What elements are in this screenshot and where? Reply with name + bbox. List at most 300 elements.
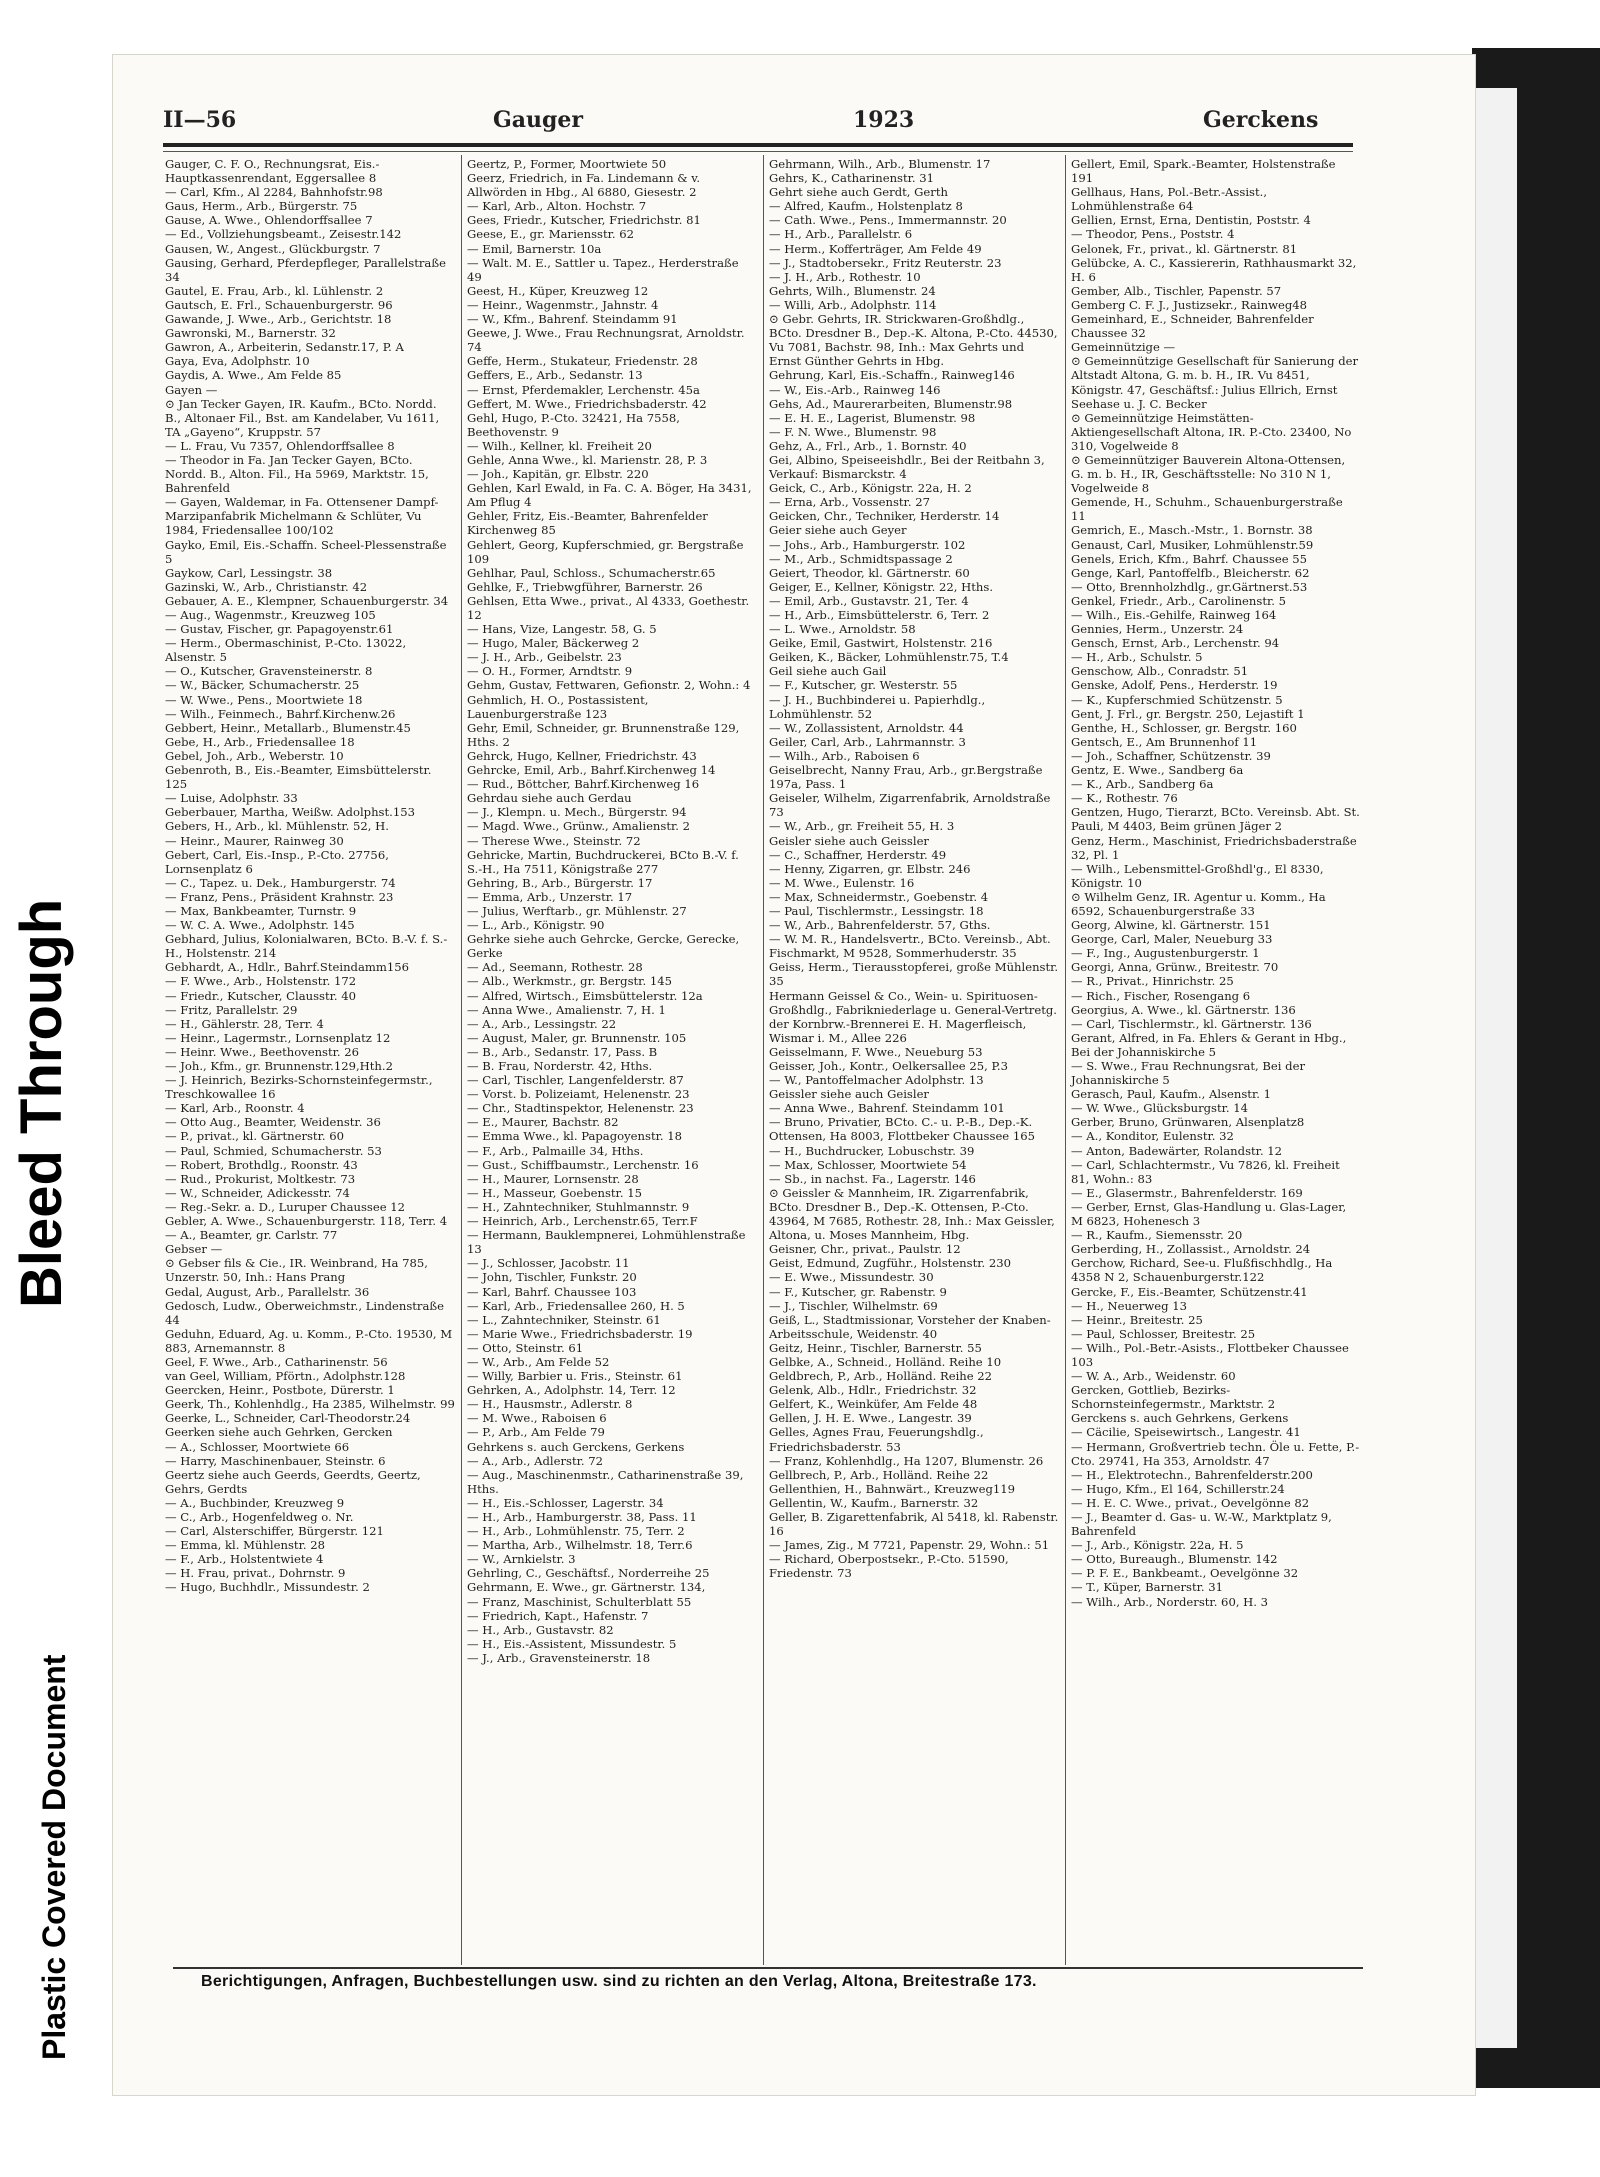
directory-entry: Gebel, Joh., Arb., Weberstr. 10 (165, 748, 344, 763)
directory-entry: Gemeinnützige — (1071, 340, 1176, 355)
directory-entry: Gember, Alb., Tischler, Papenstr. 57 (1071, 283, 1282, 298)
directory-entry: — H., Gählerstr. 28, Terr. 4 (165, 1016, 324, 1031)
directory-entry: Gehrmann, E. Wwe., gr. Gärtnerstr. 134, (467, 1580, 706, 1595)
directory-entry: Geberbauer, Martha, Weißw. Adolphst.153 (165, 805, 415, 820)
directory-entry: — L., Arb., Königstr. 90 (467, 918, 605, 933)
directory-entry: — Carl, Tischlermstr., kl. Gärtnerstr. 136 (1071, 1016, 1312, 1031)
directory-entry: — Wilh., Lebensmittel-Großhdl'g., El 8330, Königstr. 10 (1071, 861, 1328, 890)
directory-entry: Gehlke, F., Triebwgführer, Barnerstr. 26 (467, 579, 703, 594)
directory-entry: — R., Privat., Hinrichstr. 25 (1071, 974, 1234, 989)
directory-entry: — James, Zig., M 7721, Papenstr. 29, Wohn.: 51 (769, 1538, 1050, 1553)
page-number: II—56 (163, 107, 237, 133)
directory-entry: Gehs, Ad., Maurerarbeiten, Blumenstr.98 (769, 396, 1013, 411)
directory-entry: Gehle, Anna Wwe., kl. Marienstr. 28, P. 3 (467, 452, 708, 467)
directory-entry: — Therese Wwe., Steinstr. 72 (467, 833, 641, 848)
directory-entry: Gehrt siehe auch Gerdt, Gerth (769, 185, 948, 200)
directory-entry: Gentsch, E., Am Brunnenhof 11 (1071, 734, 1258, 749)
directory-entry: — J., Tischler, Wilhelmstr. 69 (769, 1298, 938, 1313)
directory-entry: — Wilh., Arb., Norderstr. 60, H. 3 (1071, 1594, 1269, 1609)
directory-entry: Gebler, A. Wwe., Schauenburgerstr. 118, Terr. 4 (165, 1214, 448, 1229)
directory-entry: — E. H. E., Lagerist, Blumenstr. 98 (769, 410, 976, 425)
directory-entry: Gedal, August, Arb., Parallelstr. 36 (165, 1284, 370, 1299)
directory-entry: — R., Kaufm., Siemensstr. 20 (1071, 1228, 1243, 1243)
directory-entry: — H., Masseur, Goebenstr. 15 (467, 1185, 642, 1200)
directory-entry: — Rud., Prokurist, Moltkestr. 73 (165, 1171, 356, 1186)
directory-entry: Gehrdau siehe auch Gerdau (467, 791, 632, 806)
directory-entry: Gellien, Ernst, Erna, Dentistin, Poststr. 4 (1071, 213, 1311, 228)
directory-entry: — Harry, Maschinenbauer, Steinstr. 6 (165, 1453, 386, 1468)
directory-entry: — F., Ing., Augustenburgerstr. 1 (1071, 946, 1260, 961)
directory-entry: Gauger, C. F. O., Rechnungsrat, Eis.-Hauptkassenrendant, Eggersallee 8 (165, 157, 380, 186)
directory-entry: — Emil, Barnerstr. 10a (467, 241, 602, 256)
directory-entry: — O. H., Former, Arndtstr. 9 (467, 664, 633, 679)
directory-entry: Geiss, Herm., Tierausstopferei, große Mühlenstr. 35 (769, 960, 1062, 989)
directory-entry: — Otto, Steinstr. 61 (467, 1340, 584, 1355)
directory-entry: Gellen, J. H. E. Wwe., Langestr. 39 (769, 1411, 972, 1426)
directory-entry: — H. E. C. Wwe., privat., Oevelgönne 82 (1071, 1495, 1310, 1510)
directory-entry: Genaust, Carl, Musiker, Lohmühlenstr.59 (1071, 537, 1314, 552)
page-footer: Berichtigungen, Anfragen, Buchbestellungen usw. sind zu richten an den Verlag, Altona, Breitestraße 173. (201, 1973, 1037, 1990)
directory-entry: — Otto Aug., Beamter, Weidenstr. 36 (165, 1115, 381, 1130)
directory-entry: — Julius, Werftarb., gr. Mühlenstr. 27 (467, 903, 687, 918)
directory-entry: Gehricke, Martin, Buchdruckerei, BCto B.-V. f. S.-H., Ha 7511, Königstraße 277 (467, 847, 743, 876)
directory-entry: Gent, J. Frl., gr. Bergstr. 250, Lejastift 1 (1071, 706, 1305, 721)
directory-entry: Gayen — (165, 382, 218, 397)
directory-entry: — H., Eis.-Assistent, Missundestr. 5 (467, 1636, 677, 1651)
directory-entry: — H., Arb., Gustavstr. 82 (467, 1622, 614, 1637)
directory-entry: Geiger, E., Kellner, Königstr. 22, Hths. (769, 579, 994, 594)
directory-entry: — B., Arb., Sedanstr. 17, Pass. B (467, 1044, 658, 1059)
directory-entry: — W. Wwe., Glücksburgstr. 14 (1071, 1101, 1249, 1116)
directory-entry: Gebbert, Heinr., Metallarb., Blumenstr.45 (165, 720, 411, 735)
directory-entry: — F., Arb., Holstentwiete 4 (165, 1552, 324, 1567)
directory-entry: Gehrling, C., Geschäftsf., Norderreihe 25 (467, 1566, 710, 1581)
directory-entry: — Robert, Brothdlg., Roonstr. 43 (165, 1157, 358, 1172)
directory-entry: Genske, Adolf, Pens., Herderstr. 19 (1071, 678, 1278, 693)
directory-entry: — J., Stadtobersekr., Fritz Reuterstr. 23 (769, 255, 1002, 270)
directory-entry: — Heinr., Breitestr. 25 (1071, 1312, 1203, 1327)
directory-entry: — Carl, Schlachtermstr., Vu 7826, kl. Freiheit 81, Wohn.: 83 (1071, 1157, 1344, 1186)
directory-entry: — P. F. E., Bankbeamt., Oevelgönne 32 (1071, 1566, 1299, 1581)
directory-entry: — A., Beamter, gr. Carlstr. 77 (165, 1228, 338, 1243)
directory-entry: — Johs., Arb., Hamburgerstr. 102 (769, 537, 966, 552)
directory-entry: — Wilh., Pol.-Betr.-Asists., Flottbeker Chaussee 103 (1071, 1340, 1353, 1369)
directory-entry: Gehmlich, H. O., Postassistent, Lauenburgerstraße 123 (467, 692, 653, 721)
directory-entry: — Paul, Tischlermstr., Lessingstr. 18 (769, 903, 984, 918)
directory-entry: Geerke, L., Schneider, Carl-Theodorstr.24 (165, 1411, 411, 1426)
directory-entry: Geewe, J. Wwe., Frau Rechnungsrat, Arnoldstr. 74 (467, 326, 749, 355)
directory-entry: — Henny, Zigarren, gr. Elbstr. 246 (769, 861, 971, 876)
directory-entry: — Wilh., Kellner, kl. Freiheit 20 (467, 438, 652, 453)
directory-entry: — Herm., Kofferträger, Am Felde 49 (769, 241, 982, 256)
directory-entry: — W., Arb., Am Felde 52 (467, 1354, 610, 1369)
directory-entry: Gebhardt, A., Hdlr., Bahrf.Steindamm156 (165, 960, 409, 975)
directory-entry: — H. Frau, privat., Dohrnstr. 9 (165, 1566, 346, 1581)
directory-entry: — W., Pantoffelmacher Adolphstr. 13 (769, 1073, 984, 1088)
directory-entry: — Hermann, Großvertrieb techn. Öle u. Fette, P.-Cto. 29741, Ha 353, Arnoldstr. 47 (1071, 1439, 1360, 1468)
directory-entry: — M. Wwe., Raboisen 6 (467, 1411, 607, 1426)
directory-entry: — Carl, Alsterschiffer, Bürgerstr. 121 (165, 1524, 384, 1539)
directory-entry: Gausen, W., Angest., Glückburgstr. 7 (165, 241, 381, 256)
directory-entry: Gebers, H., Arb., kl. Mühlenstr. 52, H. (165, 819, 389, 834)
directory-entry: Geertz siehe auch Geerds, Geerdts, Geertz, Gehrs, Gerdts (165, 1467, 425, 1496)
directory-entry: — Franz, Kohlenhdlg., Ha 1207, Blumenstr. 26 (769, 1453, 1044, 1468)
directory-entry: Geick, C., Arb., Königstr. 22a, H. 2 (769, 481, 972, 496)
directory-entry: — A., Schlosser, Moortwiete 66 (165, 1439, 350, 1454)
directory-entry: Gelübcke, A. C., Kassiererin, Rathhausmarkt 32, H. 6 (1071, 255, 1361, 284)
directory-entry: Gautsch, E. Frl., Schauenburgerstr. 96 (165, 297, 393, 312)
directory-entry: Gaydis, A. Wwe., Am Felde 85 (165, 368, 342, 383)
directory-entry: — Emma, kl. Mühlenstr. 28 (165, 1538, 325, 1553)
directory-entry: — Wilh., Arb., Raboisen 6 (769, 748, 920, 763)
plastic-covered-stamp: Plastic Covered Document (36, 1654, 72, 2060)
column-divider (763, 155, 764, 1965)
directory-entry: — W., Arb., gr. Freiheit 55, H. 3 (769, 819, 955, 834)
directory-entry: Geil siehe auch Gail (769, 664, 887, 679)
directory-entry: Geel, F. Wwe., Arb., Catharinenstr. 56 (165, 1354, 388, 1369)
directory-entry: Georgius, A. Wwe., kl. Gärtnerstr. 136 (1071, 1002, 1296, 1017)
directory-entry: — Joh., Schaffner, Schützenstr. 39 (1071, 748, 1271, 763)
directory-entry: Gehrs, K., Catharinenstr. 31 (769, 171, 935, 186)
directory-entry: Geest, H., Küper, Kreuzweg 12 (467, 283, 649, 298)
directory-entry: — H., Buchdrucker, Lobuschstr. 39 (769, 1143, 975, 1158)
directory-entry: — Gustav, Fischer, gr. Papagoyenstr.61 (165, 622, 394, 637)
directory-entry: — F. Wwe., Arb., Holstenstr. 172 (165, 974, 357, 989)
directory-entry: — H., Eis.-Schlosser, Lagerstr. 34 (467, 1495, 664, 1510)
directory-entry: — A., Buchbinder, Kreuzweg 9 (165, 1495, 345, 1510)
directory-entry: Genge, Karl, Pantoffelfb., Bleicherstr. 62 (1071, 565, 1310, 580)
directory-entry: — S. Wwe., Frau Rechnungsrat, Bei der Johanniskirche 5 (1071, 1059, 1309, 1088)
directory-entry: — F., Kutscher, gr. Rabenstr. 9 (769, 1284, 947, 1299)
directory-entry: — Joh., Kfm., gr. Brunnenstr.129,Hth.2 (165, 1059, 393, 1073)
directory-entry: — E., Maurer, Bachstr. 82 (467, 1115, 619, 1130)
directory-entry: — W., Arb., Bahrenfelderstr. 57, Gths. (769, 918, 991, 933)
directory-entry: Geldbrech, P., Arb., Holländ. Reihe 22 (769, 1369, 993, 1384)
directory-entry: — C., Schaffner, Herderstr. 49 (769, 847, 947, 862)
directory-entry: — Luise, Adolphstr. 33 (165, 791, 298, 806)
directory-entry: — W. A., Arb., Weidenstr. 60 (1071, 1369, 1236, 1384)
directory-entry: — J., Klempn. u. Mech., Bürgerstr. 94 (467, 805, 687, 820)
directory-entry: — H., Arb., Eimsbüttelerstr. 6, Terr. 2 (769, 608, 990, 622)
directory-entry: — E., Glasermstr., Bahrenfelderstr. 169 (1071, 1185, 1303, 1200)
directory-entry: ⊙ Gemeinnützige Heimstätten-Aktiengesellschaft Altona, IR. P.-Cto. 23400, No 310, Vogelweide 8 (1071, 410, 1356, 453)
directory-entry: — H., Elektrotechn., Bahrenfelderstr.200 (1071, 1467, 1313, 1482)
directory-entry: Genkel, Friedr., Arb., Carolinenstr. 5 (1071, 593, 1286, 608)
directory-entry: Gelenk, Alb., Hdlr., Friedrichstr. 32 (769, 1383, 977, 1398)
directory-entry: ⊙ Geissler & Mannheim, IR. Zigarrenfabrik, BCto. Dresdner B., Dep.-K. Ottensen, P.-Cto. 43964, M 7685, Rothestr. 28, Inh.: Max Geissler, Altona, u. Moses Mannheim, Hbg. (769, 1185, 1059, 1243)
header-left-word: Gauger (493, 107, 584, 133)
directory-entry: — Gayen, Waldemar, in Fa. Ottensener Dampf-Marzipanfabrik Michelmann & Schlüter, Vu 1984, Friedensallee 100/102 (165, 495, 439, 538)
directory-entry: — W. M. R., Handelsvertr., BCto. Vereinsb., Abt. Fischmarkt, M 9528, Sommerhuderstr. 35 (769, 932, 1055, 961)
directory-entry: — Karl, Arb., Alton. Hochstr. 7 (467, 199, 647, 214)
directory-entry: Gehrcke, Emil, Arb., Bahrf.Kirchenweg 14 (467, 763, 716, 778)
directory-entry: Gausing, Gerhard, Pferdepfleger, Parallelstraße 34 (165, 255, 450, 284)
directory-entry: Genz, Herm., Maschinist, Friedrichsbaderstraße 32, Pl. 1 (1071, 833, 1361, 862)
directory-entry: Gerasch, Paul, Kaufm., Alsenstr. 1 (1071, 1087, 1271, 1102)
directory-entry: Geisselmann, F. Wwe., Neueburg 53 (769, 1044, 983, 1059)
directory-entry: Gehler, Fritz, Eis.-Beamter, Bahrenfelder Kirchenweg 85 (467, 509, 712, 538)
directory-entry: — Joh., Kapitän, gr. Elbstr. 220 (467, 467, 649, 482)
directory-entry: ⊙ Jan Tecker Gayen, IR. Kaufm., BCto. Nordd. B., Altonaer Fil., Bst. am Kandelaber, Vu 1611, TA „Gayeno“, Kruppstr. 57 (165, 396, 443, 439)
directory-entry: Gebert, Carl, Eis.-Insp., P.-Cto. 27756, Lornsenplatz 6 (165, 847, 393, 876)
directory-entry: — A., Arb., Lessingstr. 22 (467, 1016, 617, 1031)
directory-entry: — Hans, Vize, Langestr. 58, G. 5 (467, 622, 657, 637)
directory-entry: — Ad., Seemann, Rothestr. 28 (467, 960, 643, 975)
directory-entry: — Willi, Arb., Adolphstr. 114 (769, 297, 937, 312)
directory-entry: Gehrke siehe auch Gehrcke, Gercke, Gerecke, Gerke (467, 932, 743, 961)
directory-entry: — K., Arb., Sandberg 6a (1071, 777, 1214, 792)
directory-entry: — W., Arnkielstr. 3 (467, 1552, 576, 1567)
directory-entry: — Reg.-Sekr. a. D., Luruper Chaussee 12 (165, 1199, 406, 1214)
column-4 (1071, 157, 1364, 1967)
directory-entry: — Paul, Schmied, Schumacherstr. 53 (165, 1143, 382, 1158)
directory-entry: — Franz, Maschinist, Schulterblatt 55 (467, 1594, 692, 1609)
directory-entry: — Emma, Arb., Unzerstr. 17 (467, 889, 633, 904)
directory-entry: — Gerber, Ernst, Glas-Handlung u. Glas-Lager, M 6823, Hohenesch 3 (1071, 1199, 1350, 1229)
directory-entry: Gellenthien, H., Bahnwärt., Kreuzweg119 (769, 1481, 1015, 1496)
directory-entry: — H., Arb., Hamburgerstr. 38, Pass. 11 (467, 1510, 697, 1524)
directory-entry: Gerant, Alfred, in Fa. Ehlers & Gerant in Hbg., Bei der Johanniskirche 5 (1071, 1030, 1350, 1059)
directory-entry: — Erna, Arb., Vossenstr. 27 (769, 495, 930, 510)
directory-entry: — Chr., Stadtinspektor, Helenenstr. 23 (467, 1101, 694, 1116)
directory-entry: Gehrts, Wilh., Blumenstr. 24 (769, 283, 936, 298)
directory-entry: Gelbke, A., Schneid., Holländ. Reihe 10 (769, 1354, 1002, 1369)
directory-entry: Gaykow, Carl, Lessingstr. 38 (165, 565, 333, 580)
directory-entry: Gellbrech, P., Arb., Holländ. Reihe 22 (769, 1467, 989, 1482)
directory-entry: — Friedrich, Kapt., Hafenstr. 7 (467, 1608, 649, 1623)
directory-entry: — Heinr., Wagenmstr., Jahnstr. 4 (467, 297, 659, 312)
directory-entry: — P., Arb., Am Felde 79 (467, 1425, 605, 1440)
directory-entry: Geerz, Friedrich, in Fa. Lindemann & v. Allwörden in Hbg., Al 6880, Giesestr. 2 (467, 171, 704, 200)
directory-entry: — H., Maurer, Lornsenstr. 28 (467, 1171, 639, 1186)
column-divider (461, 155, 462, 1965)
directory-entry: — J. H., Arb., Geibelstr. 23 (467, 650, 622, 665)
directory-entry: — W., Kfm., Bahrenf. Steindamm 91 (467, 312, 678, 327)
directory-entry: — Paul, Schlosser, Breitestr. 25 (1071, 1326, 1256, 1341)
directory-entry: — Anna Wwe., Bahrenf. Steindamm 101 (769, 1101, 1005, 1116)
directory-entry: Geffe, Herm., Stukateur, Friedenstr. 28 (467, 354, 698, 369)
footer-rule (173, 1967, 1363, 1969)
directory-entry: Gellert, Emil, Spark.-Beamter, Holstenstraße 191 (1071, 157, 1340, 186)
directory-entry: Gebenroth, B., Eis.-Beamter, Eimsbüttelerstr. 125 (165, 763, 436, 792)
directory-entry: — H., Hausmstr., Adlerstr. 8 (467, 1397, 633, 1412)
directory-entry: — Friedr., Kutscher, Clausstr. 40 (165, 988, 357, 1003)
directory-entry: — Otto, Brennholzhdlg., gr.Gärtnerst.53 (1071, 579, 1308, 594)
directory-entry: Gawande, J. Wwe., Arb., Gerichtstr. 18 (165, 312, 392, 327)
directory-entry: — Emma Wwe., kl. Papagoyenstr. 18 (467, 1129, 682, 1144)
directory-entry: Gensch, Ernst, Arb., Lerchenstr. 94 (1071, 636, 1280, 651)
directory-entry: Gennies, Herm., Unzerstr. 24 (1071, 622, 1244, 637)
directory-entry: Gehlert, Georg, Kupferschmied, gr. Bergstraße 109 (467, 537, 748, 566)
directory-entry: Geicken, Chr., Techniker, Herderstr. 14 (769, 509, 1000, 524)
directory-entry: — F., Arb., Palmaille 34, Hths. (467, 1143, 644, 1158)
directory-entry: van Geel, William, Pförtn., Adolphstr.128 (165, 1369, 406, 1384)
directory-entry: Gebe, H., Arb., Friedensallee 18 (165, 734, 355, 749)
directory-entry: Gehlsen, Etta Wwe., privat., Al 4333, Goethestr. 12 (467, 593, 753, 622)
directory-entry: Geerk, Th., Kohlenhdlg., Ha 2385, Wilhelmstr. 99 (165, 1397, 455, 1412)
directory-entry: Geiert, Theodor, kl. Gärtnerstr. 60 (769, 565, 970, 580)
directory-entry: Gause, A. Wwe., Ohlendorffsallee 7 (165, 213, 373, 228)
directory-entry: — Wilh., Feinmech., Bahrf.Kirchenw.26 (165, 706, 396, 721)
column-1 (165, 157, 455, 1967)
column-divider (1065, 155, 1066, 1965)
directory-entry: — Karl, Arb., Friedensallee 260, H. 5 (467, 1298, 685, 1313)
directory-entry: Geike, Emil, Gastwirt, Holstenstr. 216 (769, 636, 993, 651)
directory-entry: — Karl, Bahrf. Chaussee 103 (467, 1284, 637, 1299)
directory-entry: Gemeinhard, E., Schneider, Bahrenfelder Chaussee 32 (1071, 312, 1318, 341)
directory-entry: — Aug., Maschinenmstr., Catharinenstraße 39, Hths. (467, 1467, 748, 1496)
directory-entry: — W. Wwe., Pens., Moortwiete 18 (165, 692, 363, 707)
directory-entry: — J., Schlosser, Jacobstr. 11 (467, 1256, 630, 1271)
directory-entry: Gaus, Herm., Arb., Bürgerstr. 75 (165, 199, 358, 214)
directory-entry: — John, Tischler, Funkstr. 20 (467, 1270, 637, 1285)
directory-entry: Gehz, A., Frl., Arb., 1. Bornstr. 40 (769, 438, 967, 453)
directory-entry: — Carl, Tischler, Langenfelderstr. 87 (467, 1073, 684, 1088)
directory-entry: Gebauer, A. E., Klempner, Schauenburgerstr. 34 (165, 593, 449, 608)
directory-page (112, 54, 1476, 2096)
directory-entry: Geffert, M. Wwe., Friedrichsbaderstr. 42 (467, 396, 707, 411)
directory-entry: Gerchow, Richard, See-u. Flußfischhdlg., Ha 4358 N 2, Schauenburgerstr.122 (1071, 1256, 1336, 1285)
directory-entry: Georgi, Anna, Grünw., Breitestr. 70 (1071, 960, 1279, 975)
directory-entry: — Alfred, Wirtsch., Eimsbüttelerstr. 12a (467, 988, 703, 1003)
directory-entry: Gehlen, Karl Ewald, in Fa. C. A. Böger, Ha 3431, Am Pflug 4 (467, 481, 756, 510)
directory-entry: — H., Neuerweg 13 (1071, 1298, 1187, 1313)
directory-entry: Gei, Albino, Speiseeishdlr., Bei der Reitbahn 3, Verkauf: Bismarckstr. 4 (769, 452, 1049, 482)
directory-entry: Gebhard, Julius, Kolonialwaren, BCto. B.-V. f. S.-H., Holstenstr. 214 (165, 932, 448, 961)
directory-entry: — J., Arb., Gravensteinerstr. 18 (467, 1650, 651, 1665)
directory-entry: Gerber, Bruno, Grünwaren, Alsenplatz8 (1071, 1115, 1305, 1130)
directory-entry: Gehrung, Karl, Eis.-Schaffn., Rainweg146 (769, 368, 1015, 383)
directory-entry: Gentzen, Hugo, Tierarzt, BCto. Vereinsb. Abt. St. Pauli, M 4403, Beim grünen Jäger 2 (1071, 805, 1364, 834)
directory-entry: — Cath. Wwe., Pens., Immermannstr. 20 (769, 213, 1007, 228)
directory-entry: — M. Wwe., Eulenstr. 16 (769, 875, 915, 890)
directory-entry: Gawronski, M., Barnerstr. 32 (165, 326, 336, 341)
directory-entry: ⊙ Gemeinnütziger Bauverein Altona-Ottensen, G. m. b. H., IR, Geschäftsstelle: No 310 N 1, Vogelweide 8 (1071, 452, 1349, 496)
header-rule-thin (163, 151, 1353, 152)
directory-entry: Gehl, Hugo, P.-Cto. 32421, Ha 7558, Beethovenstr. 9 (467, 410, 684, 439)
directory-entry: Geiselbrecht, Nanny Frau, Arb., gr.Bergstraße 197a, Pass. 1 (769, 763, 1047, 792)
directory-entry: — Walt. M. E., Sattler u. Tapez., Herderstraße 49 (467, 255, 743, 284)
directory-entry: — Max, Bankbeamter, Turnstr. 9 (165, 903, 357, 918)
directory-entry: — C., Arb., Hogenfeldweg o. Nr. (165, 1510, 354, 1524)
directory-entry: Gehr, Emil, Schneider, gr. Brunnenstraße 129, Hths. 2 (467, 720, 744, 749)
directory-entry: — F. N. Wwe., Blumenstr. 98 (769, 424, 937, 439)
directory-entry: Geissler siehe auch Geisler (769, 1087, 929, 1102)
directory-entry: Genthe, H., Schlosser, gr. Bergstr. 160 (1071, 720, 1297, 735)
directory-entry: Gelfert, K., Weinküfer, Am Felde 48 (769, 1397, 978, 1412)
directory-entry: — Martha, Arb., Wilhelmstr. 18, Terr.6 (467, 1538, 693, 1553)
directory-entry: — Anna Wwe., Amalienstr. 7, H. 1 (467, 1002, 666, 1017)
directory-entry: ⊙ Gemeinnützige Gesellschaft für Sanierung der Altstadt Altona, G. m. b. H., IR. Vu 8451, Königstr. 47, Geschäftsf.: Julius Ellrich, Ernst Seehase u. J. C. Becker (1071, 354, 1362, 411)
directory-entry: — Hermann, Bauklempnerei, Lohmühlenstraße 13 (467, 1228, 750, 1257)
page-header (163, 107, 1323, 137)
directory-entry: — L. Wwe., Arnoldstr. 58 (769, 622, 916, 637)
directory-entry: Gerckens s. auch Gehrkens, Gerkens (1071, 1411, 1289, 1426)
directory-entry: — W., Eis.-Arb., Rainweg 146 (769, 382, 941, 397)
directory-entry: — Alfred, Kaufm., Holstenplatz 8 (769, 199, 963, 214)
directory-entry: Gehrck, Hugo, Kellner, Friedrichstr. 43 (467, 748, 697, 763)
directory-entry: Geitz, Heinr., Tischler, Barnerstr. 55 (769, 1340, 982, 1355)
directory-entry: — Franz, Pens., Präsident Krahnstr. 23 (165, 889, 394, 904)
directory-entry: — W. C. A. Wwe., Adolphstr. 145 (165, 918, 355, 933)
directory-entry: Gehm, Gustav, Fettwaren, Gefionstr. 2, Wohn.: 4 (467, 678, 751, 693)
directory-entry: — J. H., Buchbinderei u. Papierhdlg., Lohmühlenstr. 52 (769, 692, 989, 721)
directory-entry: Gehrken, A., Adolphstr. 14, Terr. 12 (467, 1383, 676, 1398)
directory-entry: — J. Heinrich, Bezirks-Schornsteinfegermstr., Treschkowallee 16 (165, 1073, 437, 1102)
directory-entry: — H., Zahntechniker, Stuhlmannstr. 9 (467, 1199, 690, 1214)
directory-entry: Gemberg C. F. J., Justizsekr., Rainweg48 (1071, 297, 1308, 312)
directory-entry: — A., Arb., Adlerstr. 72 (467, 1453, 604, 1468)
directory-entry: — Rud., Böttcher, Bahrf.Kirchenweg 16 (467, 777, 700, 792)
directory-entry: Gedosch, Ludw., Oberweichmstr., Lindenstraße 44 (165, 1298, 448, 1327)
directory-entry: — J., Beamter d. Gas- u. W.-W., Marktplatz 9, Bahrenfeld (1071, 1510, 1336, 1539)
directory-entry: Gellhaus, Hans, Pol.-Betr.-Assist., Lohmühlenstraße 64 (1071, 185, 1271, 214)
directory-entry: — Willy, Barbier u. Fris., Steinstr. 61 (467, 1369, 683, 1384)
directory-entry: — W., Zollassistent, Arnoldstr. 44 (769, 720, 964, 735)
directory-entry: Geier siehe auch Geyer (769, 523, 907, 538)
directory-entry: — M., Arb., Schmidtspassage 2 (769, 551, 953, 566)
directory-entry: — H., Arb., Lohmühlenstr. 75, Terr. 2 (467, 1524, 685, 1539)
directory-entry: — Max, Schlosser, Moortwiete 54 (769, 1157, 967, 1172)
directory-entry: Gercken, Gottlieb, Bezirks-Schornsteinfegermstr., Marktstr. 2 (1071, 1383, 1276, 1412)
directory-entry: Geiseler, Wilhelm, Zigarrenfabrik, Arnoldstraße 73 (769, 791, 1055, 820)
header-right-word: Gerckens (1203, 107, 1319, 133)
directory-entry: Gayko, Emil, Eis.-Schaffn. Scheel-Plessenstraße 5 (165, 537, 451, 566)
directory-entry: Gazinski, W., Arb., Christianstr. 42 (165, 579, 368, 594)
directory-entry: Geiß, L., Stadtmissionar, Vorsteher der Knaben-Arbeitsschule, Weidenstr. 40 (769, 1312, 1051, 1341)
directory-entry: — Karl, Arb., Roonstr. 4 (165, 1101, 305, 1116)
directory-entry: — Hugo, Buchhdlr., Missundestr. 2 (165, 1580, 370, 1595)
directory-entry: — Hugo, Kfm., El 164, Schillerstr.24 (1071, 1481, 1285, 1496)
directory-entry: — L. Frau, Vu 7357, Ohlendorffsallee 8 (165, 438, 395, 453)
directory-entry: — O., Kutscher, Gravensteinerstr. 8 (165, 664, 373, 679)
directory-entry: — Heinr., Lagermstr., Lornsenplatz 12 (165, 1030, 391, 1045)
directory-entry: — Alb., Werkmstr., gr. Bergstr. 145 (467, 974, 672, 989)
directory-entry: Gelonek, Fr., privat., kl. Gärtnerstr. 81 (1071, 241, 1298, 256)
directory-entry: — Bruno, Privatier, BCto. C.- u. P.-B., Dep.-K. Ottensen, Ha 8003, Flottbeker Chaussee 165 (769, 1115, 1036, 1144)
column-2 (467, 157, 757, 1967)
directory-entry: — W., Bäcker, Schumacherstr. 25 (165, 678, 360, 693)
directory-entry: George, Carl, Maler, Neueburg 33 (1071, 932, 1273, 947)
directory-entry: Gehrmann, Wilh., Arb., Blumenstr. 17 (769, 157, 991, 171)
directory-entry: ⊙ Wilhelm Genz, IR. Agentur u. Komm., Ha 6592, Schauenburgerstraße 33 (1071, 889, 1330, 918)
directory-entry: — B. Frau, Norderstr. 42, Hths. (467, 1059, 653, 1073)
directory-entry: — Hugo, Maler, Bäckerweg 2 (467, 636, 640, 651)
directory-entry: — Max, Schneidermstr., Goebenstr. 4 (769, 889, 989, 904)
directory-entry: — Theodor in Fa. Jan Tecker Gayen, BCto. Nordd. B., Alton. Fil., Ha 5969, Marktstr. 15, Bahrenfeld (165, 452, 433, 496)
directory-entry: Gaya, Eva, Adolphstr. 10 (165, 354, 310, 369)
directory-entry: — Rich., Fischer, Rosengang 6 (1071, 988, 1251, 1003)
directory-entry: — Ed., Vollziehungsbeamt., Zeisestr.142 (165, 227, 402, 242)
directory-entry: ⊙ Gebr. Gehrts, IR. Strickwaren-Großhdlg., BCto. Dresdner B., Dep.-K. Altona, P.-Cto. 44530, Vu 7081, Bachstr. 98, Inh.: Max Gehrts und Ernst Günther Gehrts in Hbg. (769, 312, 1062, 369)
directory-entry: — J. H., Arb., Rothestr. 10 (769, 269, 921, 284)
directory-entry: — H., Arb., Parallelstr. 6 (769, 227, 913, 242)
directory-entry: Genels, Erich, Kfm., Bahrf. Chaussee 55 (1071, 551, 1307, 566)
directory-entry: Gees, Friedr., Kutscher, Friedrichstr. 81 (467, 213, 701, 228)
directory-entry: — Marie Wwe., Friedrichsbaderstr. 19 (467, 1326, 693, 1341)
directory-entry: Geisler siehe auch Geissler (769, 833, 929, 848)
header-rule (163, 143, 1353, 147)
directory-entry: — K., Kupferschmied Schützenstr. 5 (1071, 692, 1283, 707)
directory-entry: — K., Rothestr. 76 (1071, 791, 1178, 806)
bleed-through-stamp: Bleed Through (9, 898, 74, 1308)
directory-entry: Geiken, K., Bäcker, Lohmühlenstr.75, T.4 (769, 650, 1009, 665)
directory-entry: — Richard, Oberpostsekr., P.-Cto. 51590, Friedenstr. 73 (769, 1552, 1013, 1581)
scanner-edge (1472, 48, 1600, 2088)
directory-entry: Geisner, Chr., privat., Paulstr. 12 (769, 1242, 961, 1257)
directory-entry: — Fritz, Parallelstr. 29 (165, 1002, 298, 1017)
directory-entry: — Theodor, Pens., Poststr. 4 (1071, 227, 1235, 242)
